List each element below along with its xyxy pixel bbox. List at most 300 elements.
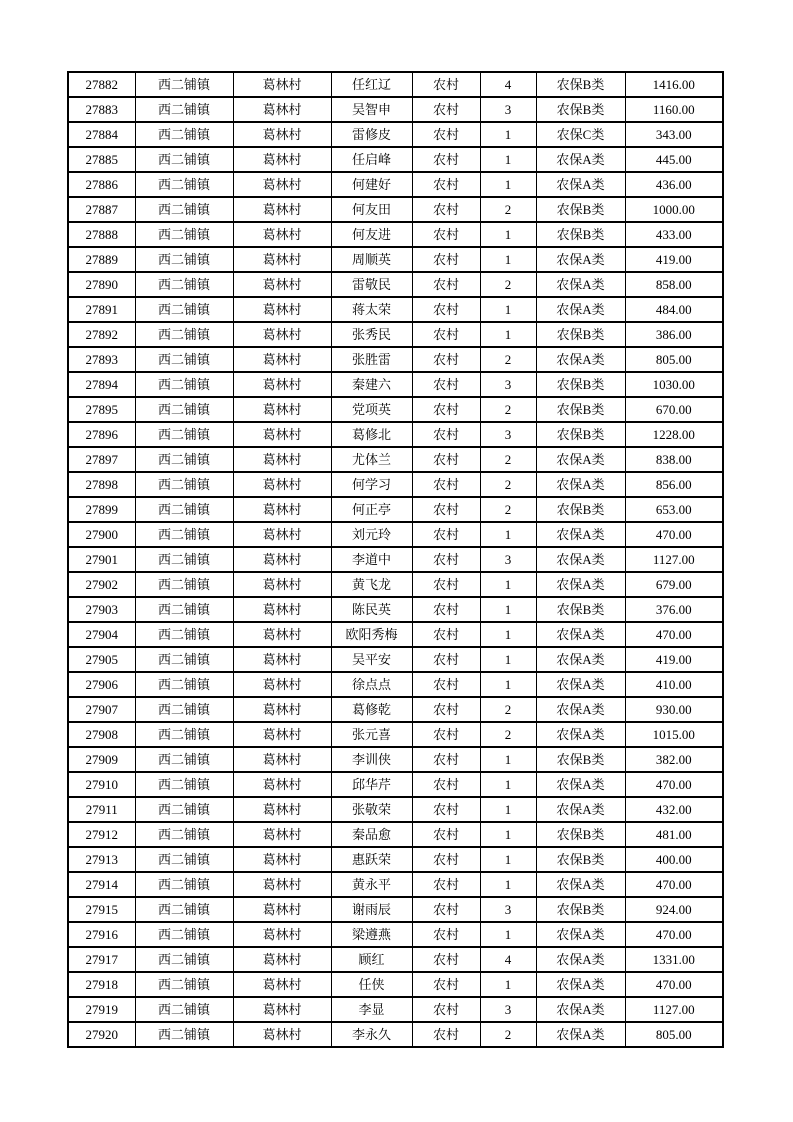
- cell-amount: 470.00: [625, 522, 723, 547]
- cell-residence-type: 农村: [412, 372, 480, 397]
- cell-person-name: 周顺英: [331, 247, 412, 272]
- cell-residence-type: 农村: [412, 172, 480, 197]
- table-row: [68, 197, 723, 222]
- cell-residence-type: 农村: [412, 497, 480, 522]
- cell-town: 西二铺镇: [135, 647, 233, 672]
- cell-person-name: 何建好: [331, 172, 412, 197]
- cell-town: 西二铺镇: [135, 572, 233, 597]
- cell-record-id: 27884: [68, 122, 135, 147]
- cell-town: 西二铺镇: [135, 897, 233, 922]
- cell-record-id: 27892: [68, 322, 135, 347]
- cell-person-name: 张元喜: [331, 722, 412, 747]
- cell-village: 葛林村: [233, 397, 331, 422]
- cell-person-count: 1: [480, 122, 536, 147]
- cell-person-name: 吴平安: [331, 647, 412, 672]
- cell-person-name: 黄飞龙: [331, 572, 412, 597]
- cell-insurance-category: 农保B类: [536, 372, 625, 397]
- cell-town: 西二铺镇: [135, 347, 233, 372]
- cell-town: 西二铺镇: [135, 1022, 233, 1047]
- cell-residence-type: 农村: [412, 197, 480, 222]
- cell-village: 葛林村: [233, 897, 331, 922]
- table-row: [68, 747, 723, 772]
- cell-town: 西二铺镇: [135, 722, 233, 747]
- cell-person-count: 2: [480, 1022, 536, 1047]
- cell-person-name: 何学习: [331, 472, 412, 497]
- cell-person-name: 任侠: [331, 972, 412, 997]
- cell-village: 葛林村: [233, 697, 331, 722]
- cell-village: 葛林村: [233, 372, 331, 397]
- cell-insurance-category: 农保A类: [536, 147, 625, 172]
- benefits-roster-table: [67, 71, 724, 1048]
- cell-residence-type: 农村: [412, 1022, 480, 1047]
- cell-town: 西二铺镇: [135, 272, 233, 297]
- cell-village: 葛林村: [233, 922, 331, 947]
- cell-insurance-category: 农保A类: [536, 247, 625, 272]
- cell-person-count: 1: [480, 572, 536, 597]
- table-row: [68, 847, 723, 872]
- cell-person-count: 1: [480, 172, 536, 197]
- cell-person-count: 1: [480, 597, 536, 622]
- cell-insurance-category: 农保B类: [536, 97, 625, 122]
- table-row: [68, 972, 723, 997]
- table-row: [68, 372, 723, 397]
- cell-residence-type: 农村: [412, 722, 480, 747]
- table-row: [68, 1022, 723, 1047]
- cell-person-count: 1: [480, 322, 536, 347]
- cell-amount: 470.00: [625, 872, 723, 897]
- cell-village: 葛林村: [233, 972, 331, 997]
- cell-amount: 470.00: [625, 622, 723, 647]
- cell-person-name: 梁遵燕: [331, 922, 412, 947]
- cell-person-count: 1: [480, 622, 536, 647]
- cell-record-id: 27918: [68, 972, 135, 997]
- cell-insurance-category: 农保B类: [536, 397, 625, 422]
- cell-village: 葛林村: [233, 547, 331, 572]
- cell-insurance-category: 农保A类: [536, 447, 625, 472]
- table-row: [68, 222, 723, 247]
- cell-residence-type: 农村: [412, 922, 480, 947]
- cell-person-name: 李训侠: [331, 747, 412, 772]
- table-row: [68, 622, 723, 647]
- cell-person-count: 1: [480, 522, 536, 547]
- cell-town: 西二铺镇: [135, 122, 233, 147]
- cell-record-id: 27891: [68, 297, 135, 322]
- cell-village: 葛林村: [233, 872, 331, 897]
- cell-amount: 1416.00: [625, 72, 723, 97]
- cell-person-count: 1: [480, 972, 536, 997]
- cell-amount: 419.00: [625, 647, 723, 672]
- cell-person-count: 1: [480, 922, 536, 947]
- cell-person-name: 李道中: [331, 547, 412, 572]
- cell-town: 西二铺镇: [135, 147, 233, 172]
- cell-person-name: 任启峰: [331, 147, 412, 172]
- cell-town: 西二铺镇: [135, 922, 233, 947]
- cell-village: 葛林村: [233, 272, 331, 297]
- cell-village: 葛林村: [233, 522, 331, 547]
- cell-amount: 484.00: [625, 297, 723, 322]
- cell-village: 葛林村: [233, 997, 331, 1022]
- table-row: [68, 572, 723, 597]
- cell-person-name: 何友田: [331, 197, 412, 222]
- cell-town: 西二铺镇: [135, 822, 233, 847]
- cell-person-count: 3: [480, 372, 536, 397]
- cell-amount: 1331.00: [625, 947, 723, 972]
- cell-person-name: 刘元玲: [331, 522, 412, 547]
- cell-record-id: 27893: [68, 347, 135, 372]
- cell-amount: 1160.00: [625, 97, 723, 122]
- cell-person-name: 何友进: [331, 222, 412, 247]
- cell-amount: 382.00: [625, 747, 723, 772]
- cell-village: 葛林村: [233, 172, 331, 197]
- cell-village: 葛林村: [233, 447, 331, 472]
- cell-record-id: 27914: [68, 872, 135, 897]
- cell-person-count: 1: [480, 222, 536, 247]
- cell-town: 西二铺镇: [135, 297, 233, 322]
- table-row: [68, 822, 723, 847]
- cell-person-name: 欧阳秀梅: [331, 622, 412, 647]
- table-row: [68, 322, 723, 347]
- cell-person-count: 3: [480, 997, 536, 1022]
- cell-insurance-category: 农保B类: [536, 497, 625, 522]
- cell-village: 葛林村: [233, 347, 331, 372]
- cell-person-count: 2: [480, 447, 536, 472]
- cell-insurance-category: 农保A类: [536, 622, 625, 647]
- cell-insurance-category: 农保A类: [536, 772, 625, 797]
- cell-person-count: 1: [480, 147, 536, 172]
- cell-residence-type: 农村: [412, 697, 480, 722]
- cell-person-count: 2: [480, 197, 536, 222]
- cell-record-id: 27915: [68, 897, 135, 922]
- cell-record-id: 27911: [68, 797, 135, 822]
- table-row: [68, 997, 723, 1022]
- cell-village: 葛林村: [233, 747, 331, 772]
- cell-person-count: 1: [480, 297, 536, 322]
- cell-amount: 1127.00: [625, 997, 723, 1022]
- cell-record-id: 27898: [68, 472, 135, 497]
- cell-person-name: 顾红: [331, 947, 412, 972]
- table-row: [68, 547, 723, 572]
- cell-town: 西二铺镇: [135, 747, 233, 772]
- table-row: [68, 397, 723, 422]
- cell-person-count: 1: [480, 747, 536, 772]
- cell-village: 葛林村: [233, 297, 331, 322]
- cell-residence-type: 农村: [412, 997, 480, 1022]
- cell-residence-type: 农村: [412, 547, 480, 572]
- table-row: [68, 722, 723, 747]
- table-row: [68, 472, 723, 497]
- cell-amount: 376.00: [625, 597, 723, 622]
- cell-insurance-category: 农保A类: [536, 697, 625, 722]
- table-row: [68, 947, 723, 972]
- cell-person-name: 李显: [331, 997, 412, 1022]
- cell-insurance-category: 农保B类: [536, 597, 625, 622]
- cell-town: 西二铺镇: [135, 222, 233, 247]
- cell-insurance-category: 农保B类: [536, 72, 625, 97]
- cell-person-count: 1: [480, 847, 536, 872]
- cell-residence-type: 农村: [412, 572, 480, 597]
- table-row: [68, 297, 723, 322]
- cell-person-name: 蒋太荣: [331, 297, 412, 322]
- cell-residence-type: 农村: [412, 947, 480, 972]
- cell-town: 西二铺镇: [135, 522, 233, 547]
- cell-record-id: 27900: [68, 522, 135, 547]
- table-row: [68, 897, 723, 922]
- cell-residence-type: 农村: [412, 447, 480, 472]
- table-row: [68, 422, 723, 447]
- cell-town: 西二铺镇: [135, 322, 233, 347]
- cell-amount: 1015.00: [625, 722, 723, 747]
- cell-village: 葛林村: [233, 772, 331, 797]
- cell-amount: 433.00: [625, 222, 723, 247]
- cell-town: 西二铺镇: [135, 197, 233, 222]
- table-row: [68, 247, 723, 272]
- cell-town: 西二铺镇: [135, 97, 233, 122]
- cell-person-name: 雷敬民: [331, 272, 412, 297]
- cell-insurance-category: 农保A类: [536, 672, 625, 697]
- cell-record-id: 27899: [68, 497, 135, 522]
- cell-amount: 805.00: [625, 1022, 723, 1047]
- cell-insurance-category: 农保A类: [536, 547, 625, 572]
- cell-record-id: 27887: [68, 197, 135, 222]
- cell-insurance-category: 农保A类: [536, 297, 625, 322]
- cell-town: 西二铺镇: [135, 797, 233, 822]
- cell-insurance-category: 农保A类: [536, 1022, 625, 1047]
- cell-amount: 470.00: [625, 972, 723, 997]
- cell-amount: 432.00: [625, 797, 723, 822]
- cell-amount: 470.00: [625, 922, 723, 947]
- cell-village: 葛林村: [233, 572, 331, 597]
- cell-person-name: 葛修北: [331, 422, 412, 447]
- cell-amount: 679.00: [625, 572, 723, 597]
- cell-amount: 436.00: [625, 172, 723, 197]
- cell-person-name: 秦品愈: [331, 822, 412, 847]
- cell-amount: 1127.00: [625, 547, 723, 572]
- cell-village: 葛林村: [233, 97, 331, 122]
- cell-village: 葛林村: [233, 197, 331, 222]
- cell-village: 葛林村: [233, 947, 331, 972]
- cell-person-name: 吴智申: [331, 97, 412, 122]
- table-row: [68, 522, 723, 547]
- cell-village: 葛林村: [233, 122, 331, 147]
- cell-town: 西二铺镇: [135, 472, 233, 497]
- table-row: [68, 172, 723, 197]
- cell-amount: 419.00: [625, 247, 723, 272]
- cell-village: 葛林村: [233, 722, 331, 747]
- cell-person-name: 邱华芹: [331, 772, 412, 797]
- table-row: [68, 797, 723, 822]
- cell-person-count: 1: [480, 647, 536, 672]
- cell-record-id: 27885: [68, 147, 135, 172]
- cell-amount: 1228.00: [625, 422, 723, 447]
- cell-village: 葛林村: [233, 472, 331, 497]
- cell-village: 葛林村: [233, 322, 331, 347]
- cell-insurance-category: 农保A类: [536, 972, 625, 997]
- cell-residence-type: 农村: [412, 647, 480, 672]
- table-row: [68, 347, 723, 372]
- table-row: [68, 597, 723, 622]
- cell-residence-type: 农村: [412, 772, 480, 797]
- cell-person-name: 党项英: [331, 397, 412, 422]
- cell-village: 葛林村: [233, 247, 331, 272]
- cell-person-name: 雷修皮: [331, 122, 412, 147]
- cell-residence-type: 农村: [412, 247, 480, 272]
- cell-residence-type: 农村: [412, 822, 480, 847]
- cell-town: 西二铺镇: [135, 597, 233, 622]
- cell-village: 葛林村: [233, 822, 331, 847]
- table-row: [68, 447, 723, 472]
- cell-person-count: 1: [480, 872, 536, 897]
- cell-amount: 445.00: [625, 147, 723, 172]
- cell-insurance-category: 农保B类: [536, 822, 625, 847]
- cell-insurance-category: 农保A类: [536, 722, 625, 747]
- cell-village: 葛林村: [233, 1022, 331, 1047]
- cell-town: 西二铺镇: [135, 847, 233, 872]
- cell-record-id: 27896: [68, 422, 135, 447]
- cell-record-id: 27888: [68, 222, 135, 247]
- cell-record-id: 27912: [68, 822, 135, 847]
- cell-amount: 1000.00: [625, 197, 723, 222]
- cell-town: 西二铺镇: [135, 772, 233, 797]
- cell-person-count: 1: [480, 672, 536, 697]
- cell-person-count: 3: [480, 422, 536, 447]
- cell-town: 西二铺镇: [135, 422, 233, 447]
- table-row: [68, 147, 723, 172]
- cell-village: 葛林村: [233, 497, 331, 522]
- cell-insurance-category: 农保B类: [536, 847, 625, 872]
- cell-residence-type: 农村: [412, 597, 480, 622]
- cell-record-id: 27917: [68, 947, 135, 972]
- cell-record-id: 27907: [68, 697, 135, 722]
- cell-insurance-category: 农保B类: [536, 197, 625, 222]
- cell-insurance-category: 农保C类: [536, 122, 625, 147]
- cell-person-name: 张胜雷: [331, 347, 412, 372]
- cell-person-name: 陈民英: [331, 597, 412, 622]
- cell-insurance-category: 农保A类: [536, 797, 625, 822]
- cell-insurance-category: 农保A类: [536, 472, 625, 497]
- cell-person-count: 1: [480, 247, 536, 272]
- table-row: [68, 122, 723, 147]
- cell-town: 西二铺镇: [135, 447, 233, 472]
- cell-residence-type: 农村: [412, 972, 480, 997]
- cell-town: 西二铺镇: [135, 622, 233, 647]
- cell-town: 西二铺镇: [135, 497, 233, 522]
- cell-amount: 653.00: [625, 497, 723, 522]
- cell-town: 西二铺镇: [135, 397, 233, 422]
- cell-residence-type: 农村: [412, 347, 480, 372]
- cell-person-count: 2: [480, 397, 536, 422]
- cell-person-count: 2: [480, 347, 536, 372]
- cell-record-id: 27882: [68, 72, 135, 97]
- cell-amount: 400.00: [625, 847, 723, 872]
- cell-amount: 930.00: [625, 697, 723, 722]
- cell-insurance-category: 农保B类: [536, 422, 625, 447]
- table-row: [68, 922, 723, 947]
- cell-record-id: 27894: [68, 372, 135, 397]
- cell-insurance-category: 农保A类: [536, 522, 625, 547]
- cell-person-name: 张秀民: [331, 322, 412, 347]
- cell-residence-type: 农村: [412, 322, 480, 347]
- cell-amount: 858.00: [625, 272, 723, 297]
- cell-residence-type: 农村: [412, 97, 480, 122]
- cell-amount: 343.00: [625, 122, 723, 147]
- cell-residence-type: 农村: [412, 872, 480, 897]
- cell-town: 西二铺镇: [135, 372, 233, 397]
- cell-insurance-category: 农保A类: [536, 347, 625, 372]
- cell-insurance-category: 农保A类: [536, 572, 625, 597]
- cell-residence-type: 农村: [412, 222, 480, 247]
- table-row: [68, 72, 723, 97]
- cell-insurance-category: 农保B类: [536, 322, 625, 347]
- table-row: [68, 272, 723, 297]
- cell-person-count: 1: [480, 797, 536, 822]
- cell-town: 西二铺镇: [135, 972, 233, 997]
- cell-residence-type: 农村: [412, 847, 480, 872]
- cell-residence-type: 农村: [412, 897, 480, 922]
- cell-person-name: 葛修乾: [331, 697, 412, 722]
- cell-person-name: 黄永平: [331, 872, 412, 897]
- cell-person-name: 惠跃荣: [331, 847, 412, 872]
- cell-record-id: 27905: [68, 647, 135, 672]
- cell-record-id: 27919: [68, 997, 135, 1022]
- table-row: [68, 97, 723, 122]
- cell-amount: 856.00: [625, 472, 723, 497]
- cell-person-count: 2: [480, 697, 536, 722]
- cell-record-id: 27916: [68, 922, 135, 947]
- cell-village: 葛林村: [233, 647, 331, 672]
- table-body: [68, 72, 723, 1047]
- cell-village: 葛林村: [233, 147, 331, 172]
- cell-insurance-category: 农保A类: [536, 872, 625, 897]
- cell-village: 葛林村: [233, 422, 331, 447]
- table-row: [68, 647, 723, 672]
- cell-village: 葛林村: [233, 597, 331, 622]
- cell-person-count: 3: [480, 547, 536, 572]
- cell-person-name: 谢雨辰: [331, 897, 412, 922]
- cell-person-name: 任红辽: [331, 72, 412, 97]
- cell-record-id: 27883: [68, 97, 135, 122]
- cell-residence-type: 农村: [412, 147, 480, 172]
- cell-record-id: 27909: [68, 747, 135, 772]
- cell-insurance-category: 农保B类: [536, 897, 625, 922]
- cell-insurance-category: 农保B类: [536, 747, 625, 772]
- cell-town: 西二铺镇: [135, 547, 233, 572]
- cell-residence-type: 农村: [412, 797, 480, 822]
- cell-insurance-category: 农保A类: [536, 922, 625, 947]
- cell-village: 葛林村: [233, 672, 331, 697]
- cell-amount: 838.00: [625, 447, 723, 472]
- table-row: [68, 497, 723, 522]
- cell-amount: 805.00: [625, 347, 723, 372]
- cell-village: 葛林村: [233, 847, 331, 872]
- cell-village: 葛林村: [233, 797, 331, 822]
- cell-residence-type: 农村: [412, 272, 480, 297]
- cell-person-name: 徐点点: [331, 672, 412, 697]
- cell-town: 西二铺镇: [135, 947, 233, 972]
- cell-residence-type: 农村: [412, 72, 480, 97]
- cell-amount: 1030.00: [625, 372, 723, 397]
- cell-amount: 410.00: [625, 672, 723, 697]
- cell-record-id: 27920: [68, 1022, 135, 1047]
- cell-record-id: 27895: [68, 397, 135, 422]
- cell-record-id: 27901: [68, 547, 135, 572]
- cell-person-count: 1: [480, 772, 536, 797]
- cell-person-name: 张敬荣: [331, 797, 412, 822]
- cell-insurance-category: 农保B类: [536, 222, 625, 247]
- cell-town: 西二铺镇: [135, 72, 233, 97]
- cell-residence-type: 农村: [412, 472, 480, 497]
- table-row: [68, 872, 723, 897]
- cell-record-id: 27886: [68, 172, 135, 197]
